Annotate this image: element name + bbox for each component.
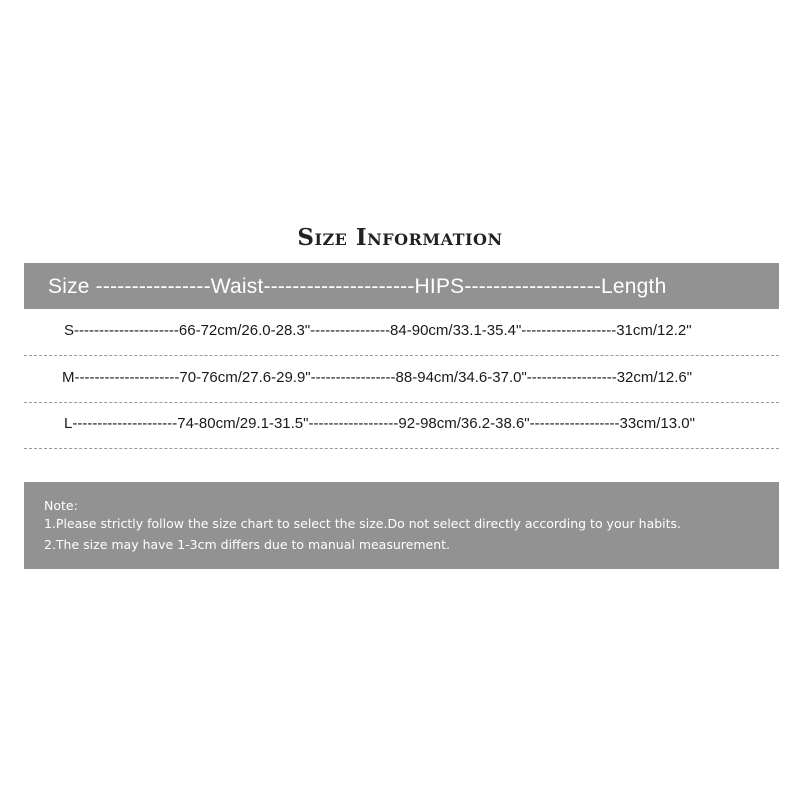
table-row: [24, 403, 779, 449]
note-heading: Note:: [44, 498, 78, 513]
table-row: [24, 310, 779, 356]
dashed-divider: [24, 355, 779, 356]
page-title: Size Information: [297, 224, 503, 251]
note-line-1: 1.Please strictly follow the size chart to select the size.Do not select directly according to your habits.: [44, 516, 682, 531]
size-row-l: L---------------------74-80cm/29.1-31.5"------------------92-98cm/36.2-38.6"------------------33cm/13.0": [64, 415, 695, 432]
note-box: [24, 482, 779, 569]
table-row: [24, 357, 779, 403]
size-table-header-label: Size ----------------Waist---------------------HIPS-------------------Length: [48, 275, 667, 298]
dashed-divider: [24, 448, 779, 449]
note-line-2: 2.The size may have 1-3cm differs due to manual measurement.: [44, 537, 450, 552]
size-table-header: [24, 263, 779, 309]
size-row-s: S---------------------66-72cm/26.0-28.3"----------------84-90cm/33.1-35.4"-------------------31cm/12.2": [64, 322, 692, 339]
size-row-m: M---------------------70-76cm/27.6-29.9"-----------------88-94cm/34.6-37.0"------------------32cm/12.6": [62, 369, 693, 386]
